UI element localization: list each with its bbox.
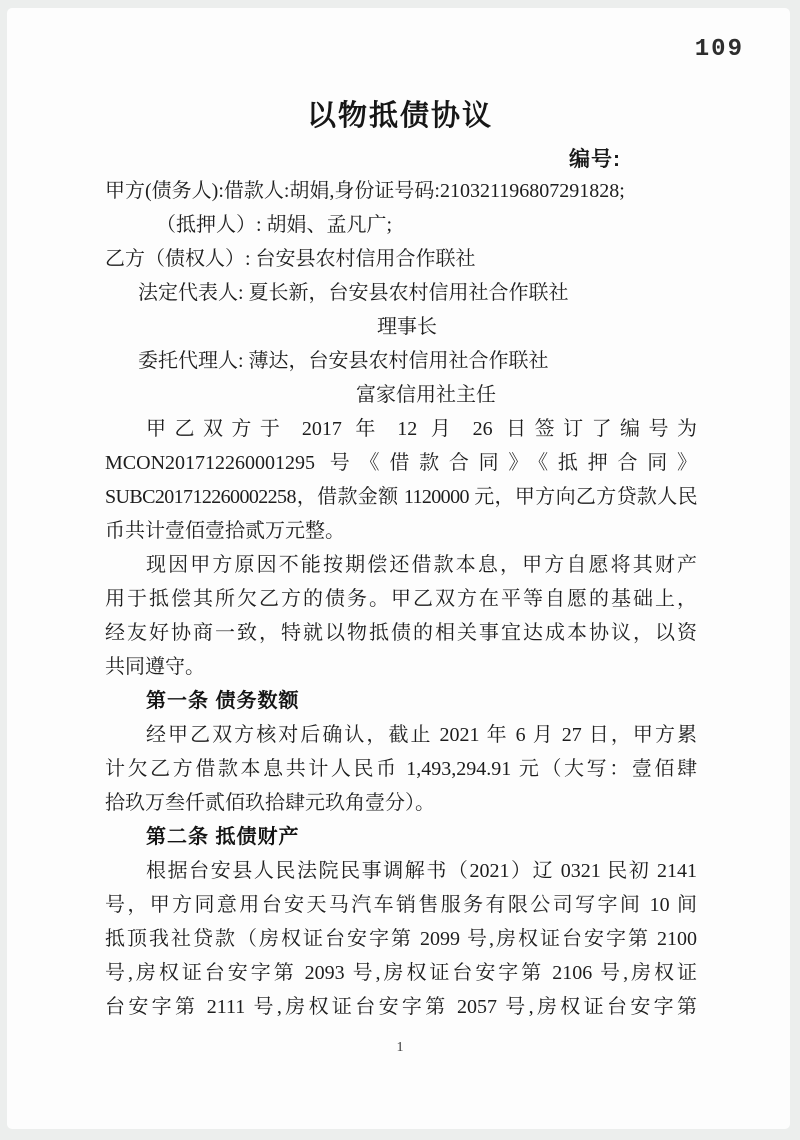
debt-amount-paragraph-line-1: 经甲乙双方核对后确认，截止 2021 年 6 月 27 日，甲方累 [146,724,697,746]
property-paragraph-line-1: 根据台安县人民法院民事调解书（2021）辽 0321 民初 2141 [146,860,697,882]
loan-paragraph-line-2: MCON201712260001295 号《借款合同》《抵押合同》 [105,452,697,474]
reason-paragraph-line-2: 用于抵偿其所欠乙方的债务。甲乙双方在平等自愿的基础上， [105,588,697,610]
debt-amount-paragraph-line-2: 计欠乙方借款本息共计人民币 1,493,294.91 元（大写：壹佰肆 [105,758,697,780]
property-paragraph-line-5: 台安字第 2111 号,房权证台安字第 2057 号,房权证台安字第 [105,996,697,1018]
reason-paragraph-line-1: 现因甲方原因不能按期偿还借款本息，甲方自愿将其财产 [146,554,697,576]
loan-paragraph-line-3: SUBC201712260002258，借款金额 1120000 元，甲方向乙方贷款人民 [105,486,697,508]
article-1-heading: 第一条 债务数额 [146,690,300,712]
debt-amount-paragraph-line-3: 拾玖万叁仟贰佰玖拾肆元玖角壹分）。 [105,792,435,814]
reason-paragraph-line-4: 共同遵守。 [105,656,205,678]
party-a-mortgagor-line: （抵押人）: 胡娟、孟凡广; [156,214,393,236]
footer-page-number: 1 [396,1040,404,1055]
loan-paragraph-line-4: 币共计壹佰壹拾贰万元整。 [105,520,345,542]
page-stamp-number: 109 [694,36,744,63]
document-title: 以物抵债协议 [306,100,493,132]
reason-paragraph-line-3: 经友好协商一致，特就以物抵债的相关事宜达成本协议，以资 [105,622,697,644]
property-paragraph-line-4: 号,房权证台安字第 2093 号,房权证台安字第 2106 号,房权证 [105,962,697,984]
loan-paragraph-line-1: 甲乙双方于 2017 年 12 月 26 日签订了编号为 [146,418,697,440]
legal-representative-line: 法定代表人: 夏长新，台安县农村信用社合作联社 [138,282,569,304]
article-2-heading: 第二条 抵债财产 [146,826,300,848]
property-paragraph-line-3: 抵顶我社贷款（房权证台安字第 2099 号,房权证台安字第 2100 [105,928,697,950]
document-body [105,174,697,1024]
authorized-agent-line: 委托代理人: 薄达，台安县农村信用社合作联社 [138,350,549,372]
legal-representative-title-line: 理事长 [377,316,437,338]
document-number-label: 编号: [569,148,621,171]
property-paragraph-line-2: 号，甲方同意用台安天马汽车销售服务有限公司写字间 10 间 [105,894,697,916]
authorized-agent-title-line: 富家信用社主任 [356,384,496,406]
party-a-debtor-line: 甲方(债务人):借款人:胡娟,身份证号码:210321196807291828; [105,180,625,202]
party-b-creditor-line: 乙方（债权人）: 台安县农村信用合作联社 [105,248,476,270]
